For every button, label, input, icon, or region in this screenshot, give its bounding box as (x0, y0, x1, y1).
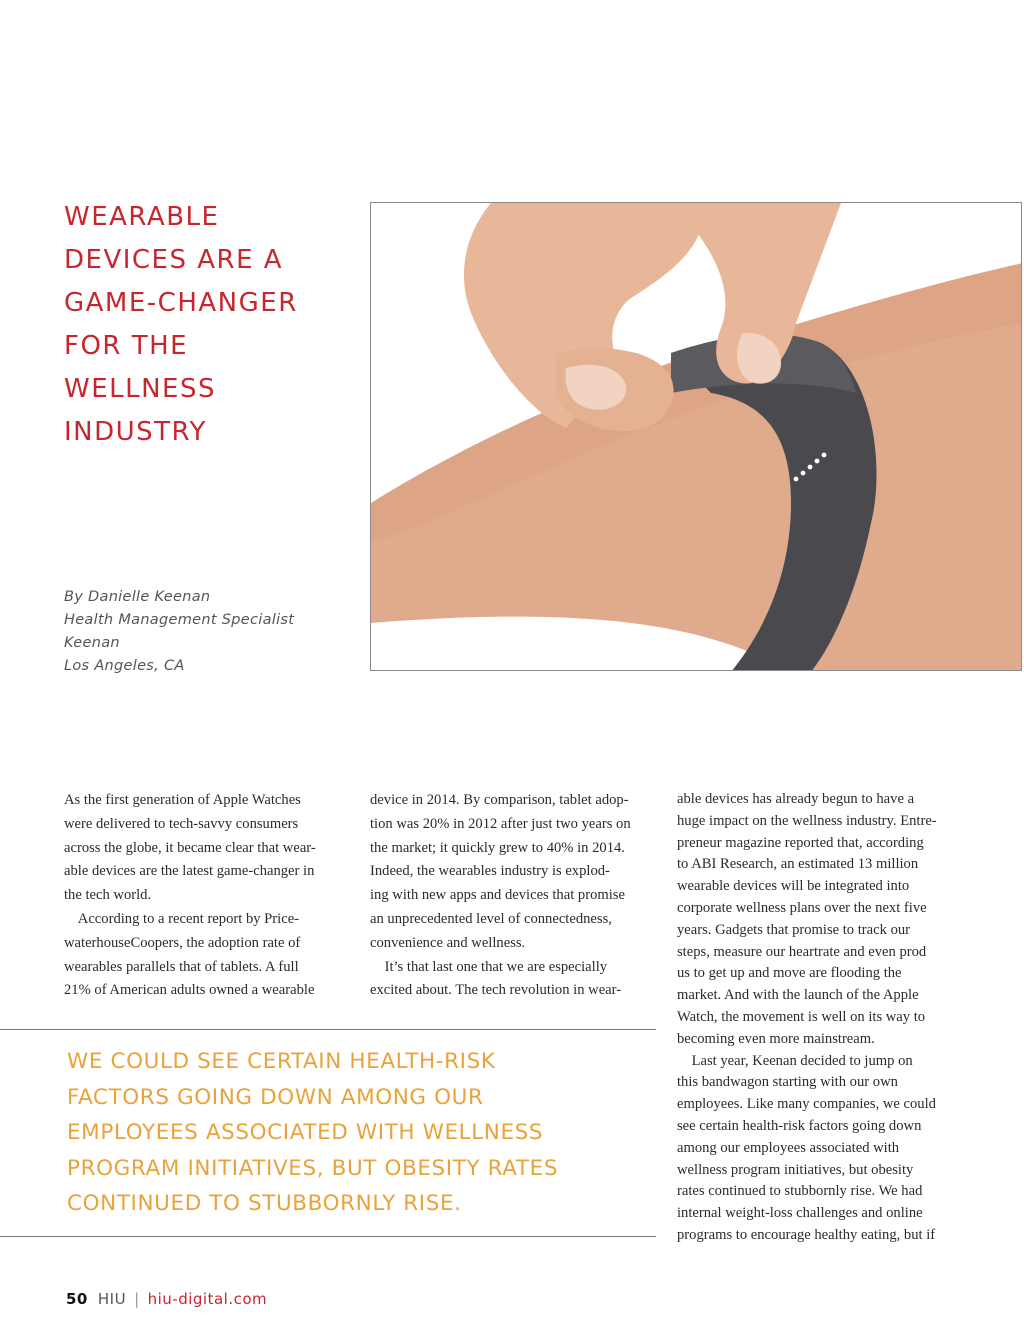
title-line: WELLNESS (64, 374, 216, 404)
text-line: 21% of American adults owned a wearable (64, 982, 315, 999)
pullquote-line: FACTORS GOING DOWN AMONG OUR (67, 1084, 484, 1110)
page-footer (66, 1290, 267, 1308)
text-line: It’s that last one that we are especially (370, 958, 608, 975)
byline (64, 586, 354, 678)
pullquote-line: EMPLOYEES ASSOCIATED WITH WELLNESS (67, 1120, 544, 1145)
text-line: able devices are the latest game-changer in (64, 863, 315, 880)
text-line: employees. Like many companies, we could (677, 1096, 936, 1113)
website-link[interactable]: hiu-digital.com (147, 1290, 268, 1308)
text-line: preneur magazine reported that, according (677, 834, 924, 851)
text-line: huge impact on the wellness industry. Entre- (677, 812, 937, 829)
pullquote-bottom-rule (0, 1236, 656, 1237)
text-line: internal weight-loss challenges and online (677, 1205, 923, 1222)
text-line: an unprecedented level of connectedness, (370, 910, 612, 927)
text-line: corporate wellness plans over the next five (677, 899, 927, 916)
author-company: Keenan (64, 635, 120, 651)
title-line: DEVICES ARE A (64, 245, 284, 275)
text-line: convenience and wellness. (370, 934, 526, 951)
text-line: device in 2014. By comparison, tablet adop- (370, 792, 629, 808)
text-line: across the globe, it became clear that wear- (64, 839, 316, 856)
title-line: FOR THE (64, 331, 189, 361)
text-line: able devices has already begun to have a (677, 791, 915, 807)
text-line: tion was 20% in 2012 after just two years on (370, 815, 631, 832)
author-title: Health Management Specialist (64, 612, 295, 628)
text-line: were delivered to tech-savvy consumers (64, 815, 299, 832)
text-line: wellness program initiatives, but obesity (677, 1161, 914, 1178)
title-line: WEARABLE (64, 202, 220, 232)
text-line: years. Gadgets that promise to track our (677, 921, 911, 938)
text-line: Watch, the movement is well on its way to (677, 1008, 926, 1025)
author-name: By Danielle Keenan (64, 589, 211, 605)
pullquote-line: CONTINUED TO STUBBORNLY RISE. (67, 1191, 462, 1216)
text-line: becoming even more mainstream. (677, 1030, 875, 1047)
text-line: ing with new apps and devices that promise (370, 887, 625, 904)
wristband-photo (370, 202, 1022, 671)
text-line: this bandwagon starting with our own (677, 1074, 898, 1091)
text-line: market. And with the launch of the Apple (677, 987, 919, 1004)
text-line: among our employees associated with (677, 1139, 900, 1156)
text-line: the market; it quickly grew to 40% in 2014. (370, 839, 625, 856)
pullquote-top-rule (0, 1029, 656, 1030)
text-line: Indeed, the wearables industry is explod- (370, 863, 610, 880)
text-line: rates continued to stubbornly rise. We had (677, 1183, 923, 1200)
text-line: the tech world. (64, 887, 152, 904)
article-title (64, 196, 354, 454)
text-line: to ABI Research, an estimated 13 million (677, 856, 919, 873)
publication-name: HIU (97, 1290, 127, 1308)
page-number: 50 (66, 1290, 88, 1308)
text-line: steps, measure our heartrate and even prod (677, 943, 927, 960)
text-line: see certain health-risk factors going down (677, 1117, 922, 1134)
wristband-illustration (371, 203, 1022, 671)
text-line: programs to encourage healthy eating, but if (677, 1226, 936, 1243)
pullquote-line: PROGRAM INITIATIVES, BUT OBESITY RATES (67, 1155, 559, 1181)
text-line: excited about. The tech revolution in wear- (370, 982, 622, 999)
text-line: Last year, Keenan decided to jump on (677, 1052, 913, 1069)
body-column-3 (677, 789, 937, 1247)
text-line: wearables parallels that of tablets. A full (64, 958, 299, 975)
footer-separator: | (134, 1290, 140, 1308)
text-line: wearable devices will be integrated into (677, 878, 910, 895)
text-line: waterhouseCoopers, the adoption rate of (64, 934, 301, 951)
body-column-1 (64, 789, 316, 1003)
text-line: As the first generation of Apple Watches (64, 792, 301, 808)
title-line: INDUSTRY (64, 417, 207, 447)
text-line: us to get up and move are flooding the (677, 965, 902, 982)
pullquote-line: WE COULD SEE CERTAIN HEALTH-RISK (67, 1049, 496, 1074)
body-column-2 (370, 789, 631, 1003)
text-line: According to a recent report by Price- (64, 910, 300, 927)
pull-quote (67, 1044, 657, 1222)
title-line: GAME-CHANGER (64, 288, 298, 318)
author-location: Los Angeles, CA (64, 658, 185, 674)
